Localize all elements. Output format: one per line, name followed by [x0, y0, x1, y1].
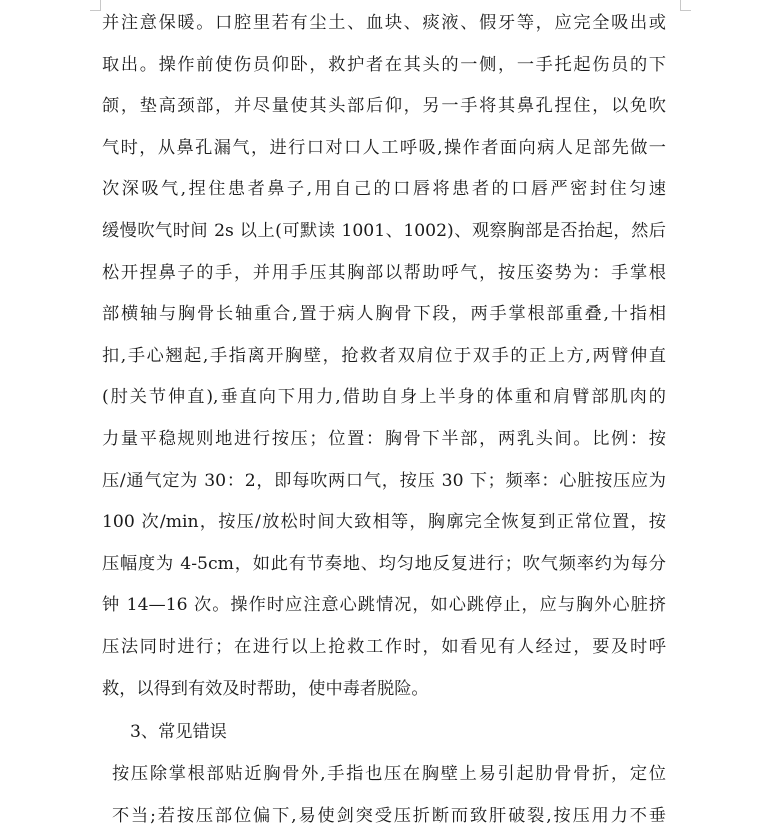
text-line: 缓慢吹气时间 2s 以上(可默读 1001、1002)、观察胸部是否抬起，然后 — [102, 220, 666, 241]
text-line: 不当;若按压部位偏下,易使剑突受压折断而致肝破裂,按压用力不垂 — [112, 805, 666, 826]
text-line: 扣,手心翘起,手指离开胸壁，抢救者双肩位于双手的正上方,两臂伸直 — [102, 345, 666, 366]
text-line: 次深吸气,捏住患者鼻子,用自己的口唇将患者的口唇严密封住匀速 — [102, 179, 666, 200]
text-line: (肘关节伸直),垂直向下用力,借助自身上半身的体重和肩臂部肌肉的 — [102, 387, 666, 408]
text-line: 压/通气定为 30：2，即每吹两口气，按压 30 下；频率：心脏按压应为 — [102, 470, 666, 491]
text-line: 气时，从鼻孔漏气，进行口对口人工呼吸,操作者面向病人足部先做一 — [102, 137, 666, 158]
text-line: 压幅度为 4-5cm，如此有节奏地、均匀地反复进行；吹气频率约为每分 — [102, 553, 666, 574]
margin-corner-mark-right — [680, 0, 691, 11]
text-line: 并注意保暖。口腔里若有尘土、血块、痰液、假牙等，应完全吸出或 — [102, 13, 666, 33]
paragraph-cpr-procedure — [102, 3, 666, 710]
text-line: 部横轴与胸骨长轴重合,置于病人胸骨下段，两手掌根部重叠,十指相 — [102, 304, 666, 325]
text-line: 颌，垫高颈部，并尽量使其头部后仰，另一手将其鼻孔捏住，以免吹 — [102, 96, 666, 117]
text-line: 100 次/min，按压/放松时间大致相等，胸廓完全恢复到正常位置，按 — [102, 512, 666, 533]
text-line: 取出。操作前使伤员仰卧，救护者在其头的一侧，一手托起伤员的下 — [102, 54, 666, 75]
text-line: 按压除掌根部贴近胸骨外,手指也压在胸壁上易引起肋骨骨折，定位 — [112, 764, 666, 784]
section-heading: 3、常见错误 — [130, 722, 227, 742]
text-line: 钟 14—16 次。操作时应注意心跳情况，如心跳停止，应与胸外心脏挤 — [102, 595, 666, 616]
margin-corner-mark-left — [90, 0, 101, 11]
text-line: 压法同时进行；在进行以上抢救工作时，如看见有人经过，要及时呼 — [102, 636, 666, 657]
text-line: 力量平稳规则地进行按压；位置：胸骨下半部，两乳头间。比例：按 — [102, 428, 666, 449]
paragraph-common-errors — [112, 754, 666, 837]
text-line: 救，以得到有效及时帮助，使中毒者脱险。 — [102, 678, 429, 699]
text-line: 松开捏鼻子的手，并用手压其胸部以帮助呼气，按压姿势为：手掌根 — [102, 262, 666, 283]
